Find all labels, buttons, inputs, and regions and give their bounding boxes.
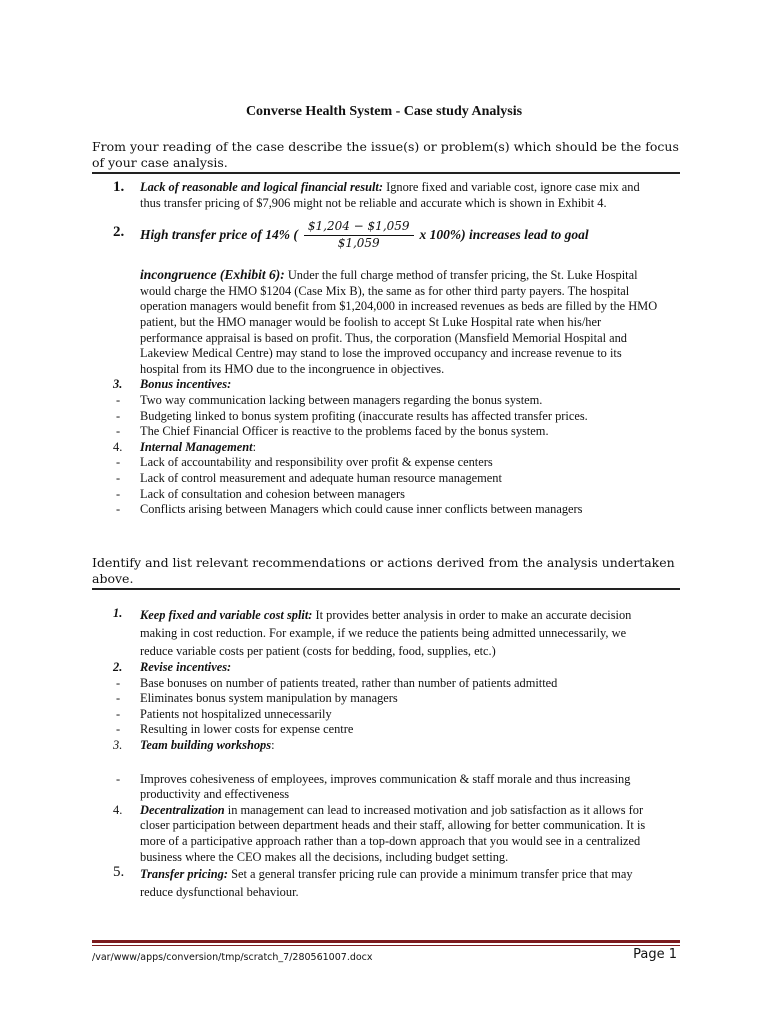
issue-heading-cont: x 100%) increases lead to goal [419,227,589,243]
list-item: - Budgeting linked to bonus system profiting (inaccurate results has affected transfer prices. [116,408,588,423]
page-number: Page 1 [633,947,677,962]
question-issues: From your reading of the case describe the issue(s) or problem(s) which should be the focus of your case analysis. [92,139,679,170]
footer-file-path: /var/www/apps/conversion/tmp/scratch_7/280561007.docx [92,952,373,963]
list-item: - Two way communication lacking between managers regarding the bonus system. [116,392,543,407]
transfer-price-fraction [304,219,414,251]
recommendations-list [92,606,662,901]
rec-heading: Keep fixed and variable cost split: [140,608,313,622]
issue-item-4: 4. Internal Management: [92,440,662,456]
footer-divider-thick [92,940,680,943]
rec-text: in management can lead to increased motivation and job satisfaction as it allows for closer participation between department heads and their staff, allowing for better communication. It is more of a participative approach rather than a top-down approach that you would see in a centralized business where the CEO makes all the decisions, including budget setting. [140,802,646,864]
list-item: - Lack of accountability and responsibility over profit & expense centers [116,455,493,470]
list-number: 1. [113,606,123,620]
list-item: - Lack of control measurement and adequate human resource management [116,470,502,485]
rec-text: It provides better analysis in order to make an accurate decision making in cost reduction. For example, if we reduce the patients being admitted unnecessarily, we reduce variable costs per patient (costs for bedding, food, supplies, etc.) [140,608,632,658]
list-number: 5. [113,864,125,881]
issue-item-1 [92,180,662,211]
footer-divider-thin [92,945,680,946]
rec-heading: Transfer pricing: [140,867,228,882]
section-divider [92,588,680,590]
list-item: - Patients not hospitalized unnecessarily [116,706,332,721]
issue-heading-2: incongruence (Exhibit 6): [140,267,285,283]
rec-item-2 [92,660,662,676]
list-number: 2. [113,224,125,241]
issue-heading: Lack of reasonable and logical financial result: [140,180,383,194]
rec-heading: Revise incentives: [140,660,232,674]
issue-text: Under the full charge method of transfer pricing, the St. Luke Hospital would charge the HMO $1204 (Case Mix B), the same as for other third party payers. The hospital operation managers would benefit from $1,204,000 in increased revenues as beds are filled by the HMO patient, but the HMO manager would be foolish to accept St Luke Hospital rate when his/her performance appraisal is based on profit. Thus, the corporation (Mansfield Memorial Hospital and Lakeview Medical Centre) may stand to lose the improved occupancy and increase revenue to its hospital from its HMO due to the incongruence in objectives. [140,268,658,376]
rec-item-4 [92,803,662,865]
issue-text: Ignore fixed and variable cost, ignore case mix and thus transfer pricing of $7,906 might not be reliable and accurate which is shown in Exhibit 4. [140,180,640,210]
list-number: 1. [113,179,125,195]
issue-heading: Internal Management [140,439,253,454]
rec-heading: Decentralization [140,802,225,817]
rec-item-3: 3. Team building workshops: [92,738,662,754]
rec-item-5 [92,865,662,901]
document-title: Converse Health System - Case study Analysis [245,104,523,119]
section-divider [92,172,680,174]
rec-heading: Team building workshops [140,737,272,752]
list-item: - Eliminates bonus system manipulation by managers [116,691,398,706]
list-number: 3. [113,737,123,752]
list-item: - Lack of consultation and cohesion between managers [116,486,405,501]
list-number: 2. [113,660,123,674]
question-recommendations: Identify and list relevant recommendations or actions derived from the analysis undertaken above. [92,555,675,586]
issue-item-2 [92,215,662,377]
rec-item-1 [92,606,662,660]
list-number: 4. [113,439,123,454]
list-number: 3. [113,377,123,392]
fraction-denominator: $1,059 [337,235,380,250]
issue-heading: Bonus incentives: [140,377,232,392]
list-item: - The Chief Financial Officer is reactive to the problems faced by the bonus system. [116,424,549,439]
list-item: - Base bonuses on number of patients treated, rather than number of patients admitted [116,675,558,690]
list-item: - Conflicts arising between Managers which could cause inner conflicts between managers [116,502,583,517]
list-item: - Improves cohesiveness of employees, improves communication & staff morale and thus increasing productivity and effectiveness [116,771,631,802]
issues-list [92,180,662,518]
rec-text: Set a general transfer pricing rule can provide a minimum transfer price that may reduce dysfunctional behaviour. [140,867,633,900]
fraction-numerator: $1,204 − $1,059 [304,219,414,236]
issue-item-3 [92,377,662,393]
issue-heading: High transfer price of 14% ( [140,227,298,243]
list-item: - Resulting in lower costs for expense centre [116,722,354,737]
list-number: 4. [113,802,123,817]
